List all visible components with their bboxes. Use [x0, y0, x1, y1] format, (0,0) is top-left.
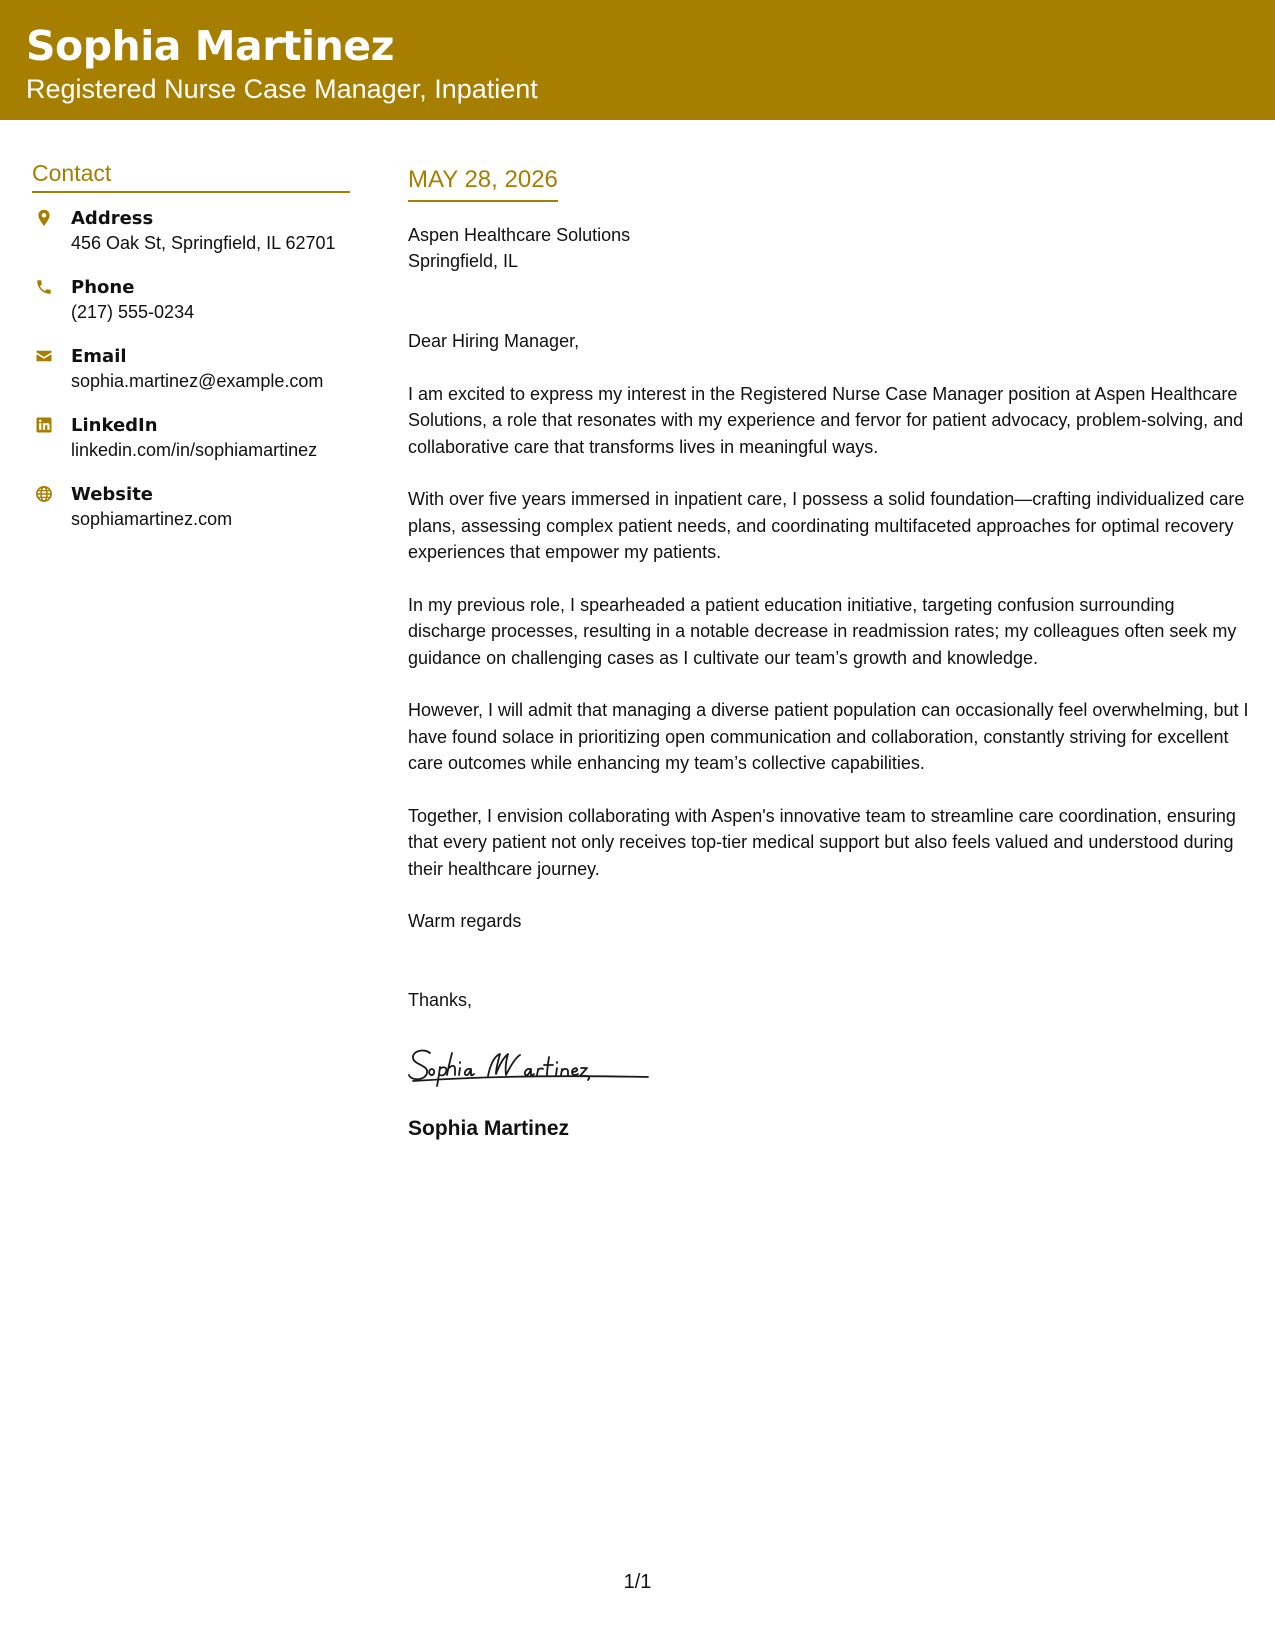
contact-value: linkedin.com/in/sophiamartinez [71, 440, 318, 460]
phone-icon [35, 278, 53, 296]
letter-paragraph: I am excited to express my interest in the Registered Nurse Case Manager position at Aspen Healthcare Solutions, a role that resonates with my experience and fervor for patient advocacy, problem-solving, and collaborative care that transforms lives in meaningful ways. [408, 383, 1244, 457]
recipient-location: Springfield, IL [408, 251, 519, 271]
signed-name: Sophia Martinez [408, 1117, 570, 1140]
envelope-icon [35, 347, 53, 365]
contact-label: LinkedIn [71, 415, 158, 436]
contact-label: Address [71, 208, 154, 229]
contact-value: 456 Oak St, Springfield, IL 62701 [71, 233, 336, 253]
contact-item-address [32, 207, 352, 256]
map-pin-icon [35, 209, 53, 227]
applicant-title: Registered Nurse Case Manager, Inpatient [26, 74, 538, 104]
contact-item-email [32, 345, 352, 394]
handwritten-signature [408, 1043, 668, 1089]
recipient-company: Aspen Healthcare Solutions [408, 225, 631, 245]
letter-paragraph: In my previous role, I spearheaded a patient education initiative, targeting confusion surrounding discharge processes, resulting in a notable decrease in readmission rates; my colleagues often seek my guidance on challenging cases as I cultivate our team’s growth and knowledge. [408, 594, 1237, 668]
contact-list [32, 207, 352, 532]
contact-item-phone [32, 276, 352, 325]
contact-label: Phone [71, 277, 135, 298]
contact-item-linkedin [32, 414, 352, 463]
contact-item-website [32, 483, 352, 532]
applicant-name: Sophia Martinez [26, 22, 394, 70]
letter-date: MAY 28, 2026 [408, 166, 558, 202]
contact-heading: Contact [32, 160, 350, 193]
contact-label: Website [71, 484, 154, 505]
contact-value: sophiamartinez.com [71, 509, 233, 529]
linkedin-icon [35, 416, 53, 434]
contact-value: sophia.martinez@example.com [71, 371, 324, 391]
globe-icon [35, 485, 53, 503]
contact-value: (217) 555-0234 [71, 302, 195, 322]
letter-thanks: Thanks, [408, 989, 473, 1010]
letter-greeting: Dear Hiring Manager, [408, 331, 580, 351]
contact-label: Email [71, 346, 127, 367]
page-header [0, 0, 1275, 120]
letter-body [408, 166, 1253, 1141]
letter-paragraph: With over five years immersed in inpatient care, I possess a solid foundation—crafting individualized care plans, assessing complex patient needs, and coordinating multifaceted approaches for optimal recovery experiences that empower my patients. [408, 489, 1245, 562]
letter-paragraph: Together, I envision collaborating with Aspen's innovative team to streamline care coordination, ensuring that every patient not only receives top-tier medical support but also feels valued and understood during their healthcare journey. [408, 805, 1236, 879]
recipient-block [408, 222, 1253, 274]
contact-sidebar [32, 160, 352, 552]
letter-paragraph: However, I will admit that managing a diverse patient population can occasionally feel overwhelming, but I have found solace in prioritizing open communication and collaboration, constantly striving for excellent care outcomes while enhancing my team’s collective capabilities. [408, 700, 1249, 773]
page-number: 1/1 [623, 1571, 652, 1593]
letter-closing: Warm regards [408, 911, 522, 931]
